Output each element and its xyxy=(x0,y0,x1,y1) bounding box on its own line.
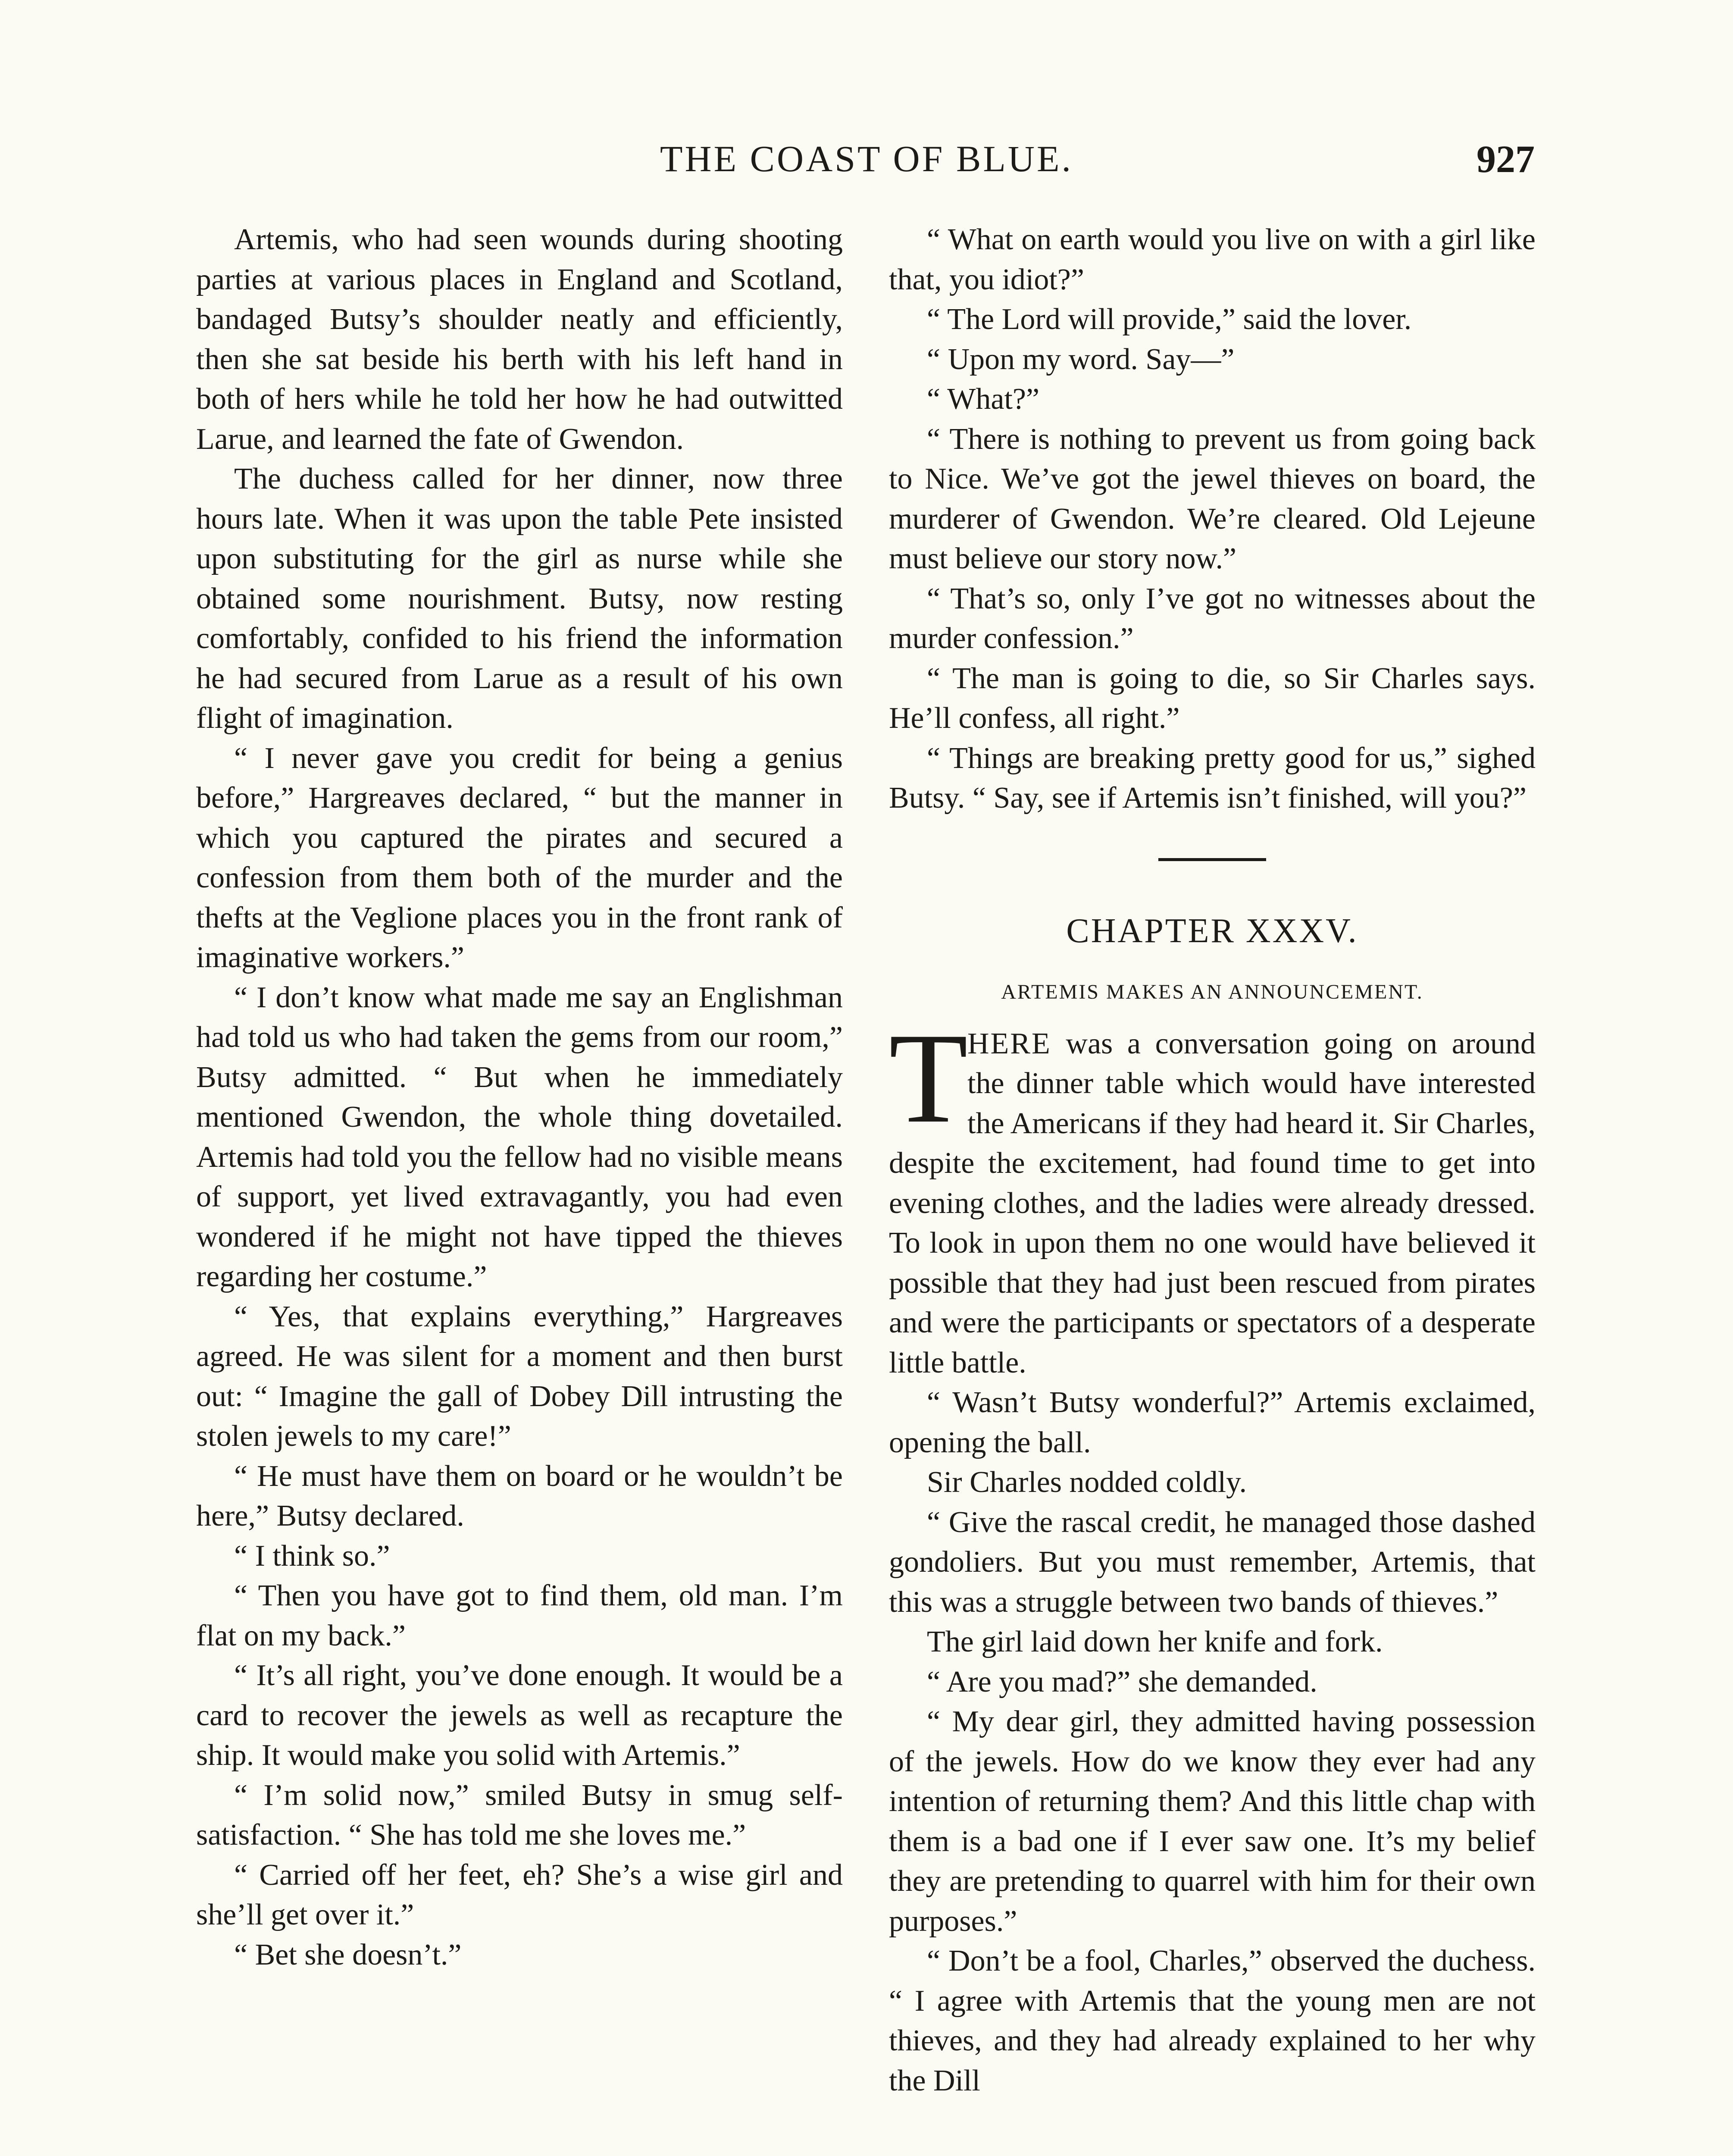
paragraph: “ My dear girl, they admitted having possession of the jewels. How do we know they ever had any intention of returning them? And this little chap with them is a bad one if I ever saw one. It’s my belief they are pretending to quarrel with him for their own purposes.” xyxy=(889,1705,1536,1938)
running-header xyxy=(198,137,1535,189)
paragraph: “ Upon my word. Say—” xyxy=(927,342,1235,376)
paragraph: “ I’m solid now,” smiled Butsy in smug self-satisfaction. “ She has told me she loves me.” xyxy=(196,1778,843,1852)
paragraph: “ Give the rascal credit, he managed those dashed gondoliers. But you must remember, Artemis, that this was a struggle between two bands of thieves.” xyxy=(889,1505,1536,1619)
paragraph: “ Then you have got to find them, old man. I’m flat on my back.” xyxy=(196,1579,843,1652)
chapter-subtitle: ARTEMIS MAKES AN ANNOUNCEMENT. xyxy=(1001,980,1423,1003)
paragraph: “ The man is going to die, so Sir Charles says. He’ll confess, all right.” xyxy=(889,661,1536,735)
chapter-opening-paragraph xyxy=(889,1006,1536,1383)
paragraph: “ There is nothing to prevent us from going back to Nice. We’ve got the jewel thieves on board, the murderer of Gwendon. We’re cleared. Old Lejeune must believe our story now.” xyxy=(889,422,1536,575)
paragraph: “ Carried off her feet, eh? She’s a wise girl and she’ll get over it.” xyxy=(196,1858,843,1931)
opening-word: HERE xyxy=(967,1027,1051,1060)
paragraph: “ Don’t be a fool, Charles,” observed the duchess. “ I agree with Artemis that the young men are not thieves, and they had already explained to her why the Dill xyxy=(889,1944,1536,2097)
drop-cap: T xyxy=(889,1006,968,1150)
paragraph: “ I think so.” xyxy=(234,1539,390,1573)
paragraph: “ Wasn’t Butsy wonderful?” Artemis exclaimed, opening the ball. xyxy=(889,1386,1536,1459)
paragraph: “ The Lord will provide,” said the lover. xyxy=(927,303,1412,336)
paragraph: Artemis, who had seen wounds during shooting parties at various places in England and Scotland, bandaged Butsy’s shoulder neatly and efficiently, then she sat beside his berth with his left hand in both of hers while he told her how he had outwitted Larue, and learned the fate of Gwendon. xyxy=(196,223,843,456)
paragraph: “ Things are breaking pretty good for us,” sighed Butsy. “ Say, see if Artemis isn’t finished, will you?” xyxy=(889,741,1536,815)
left-column xyxy=(196,220,843,1975)
paragraph: “ What?” xyxy=(927,382,1040,416)
paragraph: The girl laid down her knife and fork. xyxy=(927,1625,1383,1658)
right-column xyxy=(889,220,1536,2101)
paragraph: “ That’s so, only I’ve got no witnesses about the murder confession.” xyxy=(889,582,1536,655)
running-title: THE COAST OF BLUE. xyxy=(660,138,1073,179)
paragraph: “ What on earth would you live on with a girl like that, you idiot?” xyxy=(889,223,1536,296)
page-number: 927 xyxy=(1476,138,1535,181)
paragraph: “ Are you mad?” she demanded. xyxy=(927,1665,1317,1698)
paragraph: “ I don’t know what made me say an Englishman had told us who had taken the gems from our room,” Butsy admitted. “ But when he immediately mentioned Gwendon, the whole thing dovetailed. Artemis had told you the fellow had no visible means of support, yet lived extravagantly, you had even wondered if he might not have tipped the thieves regarding her costume.” xyxy=(196,981,843,1293)
paragraph: Sir Charles nodded coldly. xyxy=(927,1466,1247,1499)
paragraph: “ He must have them on board or he wouldn’t be here,” Butsy declared. xyxy=(196,1459,843,1532)
paragraph: “ I never gave you credit for being a genius before,” Hargreaves declared, “ but the manner in which you captured the pirates and secured a confession from them both of the murder and the thefts at the Veglione places you in the front rank of imaginative workers.” xyxy=(196,741,843,974)
paragraph: “ Yes, that explains everything,” Hargreaves agreed. He was silent for a moment and then burst out: “ Imagine the gall of Dobey Dill intrusting the stolen jewels to my care!” xyxy=(196,1300,843,1453)
opening-text: was a conversation going on around the dinner table which would have interested the Americans if they had heard it. Sir Charles, despite the excitement, had found time to get into evening clothes, and the ladies were already dressed. To look in upon them no one would have believed it possible that they had just been rescued from pirates and were the participants or spectators of a desperate little battle. xyxy=(889,1027,1536,1379)
chapter-title: CHAPTER XXXV. xyxy=(1066,912,1358,950)
section-divider xyxy=(1158,858,1266,861)
paragraph: “ Bet she doesn’t.” xyxy=(234,1938,462,1971)
paragraph: The duchess called for her dinner, now three hours late. When it was upon the table Pete insisted upon substituting for the girl as nurse while she obtained some nourishment. Butsy, now resting comfortably, confided to his friend the information he had secured from Larue as a result of his own flight of imagination. xyxy=(196,462,843,735)
paragraph: “ It’s all right, you’ve done enough. It would be a card to recover the jewels as well as recapture the ship. It would make you solid with Artemis.” xyxy=(196,1659,843,1772)
